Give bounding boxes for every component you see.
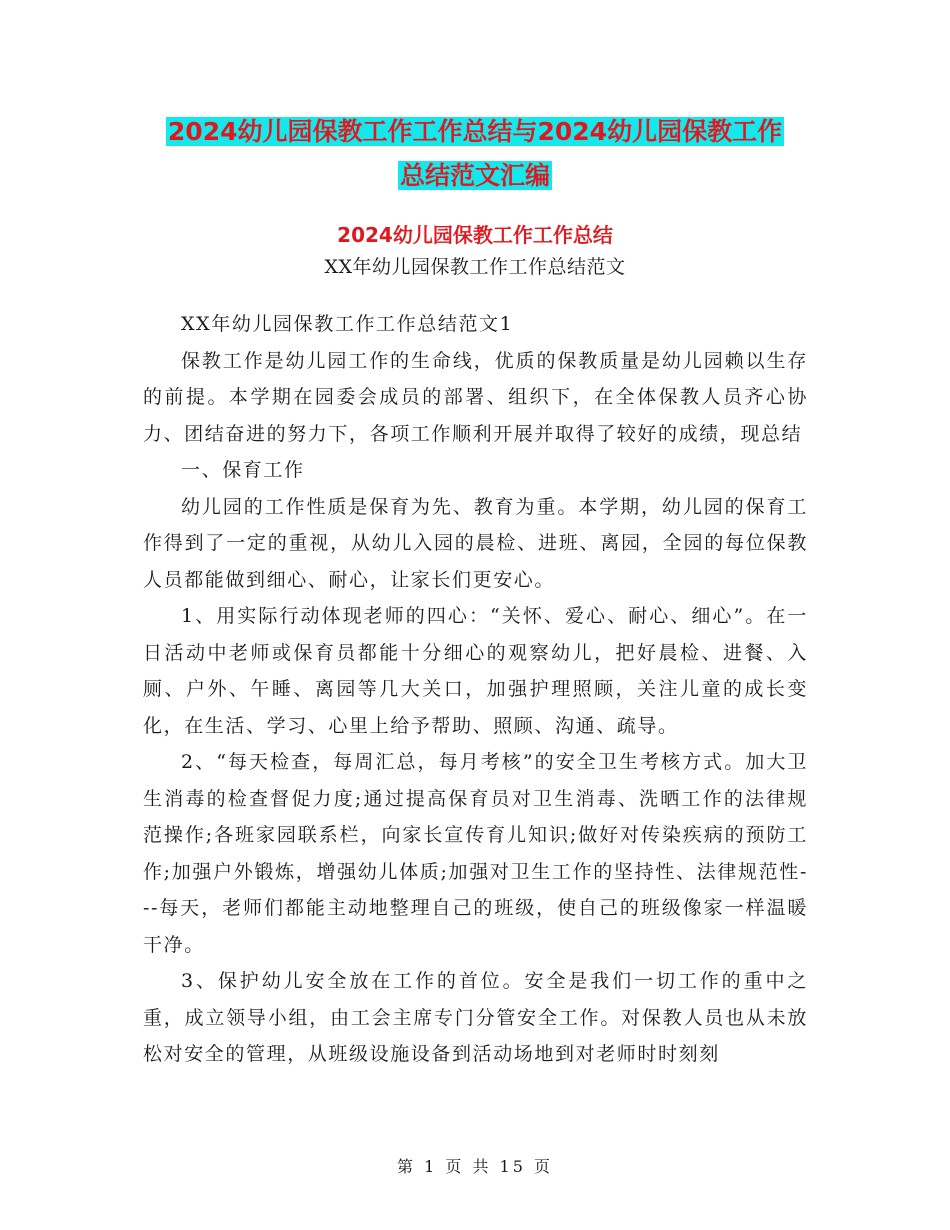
document-body xyxy=(143,306,808,1073)
paragraph: 2、“每天检查，每周汇总，每月考核”的安全卫生考核方式。加大卫生消毒的检查督促力度;通过提高保育员对卫生消毒、洗晒工作的法律规范操作;各班家园联系栏，向家长宣传育儿知识;做好对传染疾病的预防工作;加强户外锻炼，增强幼儿体质;加强对卫生工作的坚持性、法律规范性---每天，老师们都能主动地整理自己的班级，使自己的班级像家一样温暖干净。 xyxy=(143,751,808,956)
document-title-line-2: 总结范文汇编 xyxy=(399,161,550,190)
paragraph: 3、保护幼儿安全放在工作的首位。安全是我们一切工作的重中之重，成立领导小组，由工会主席专门分管安全工作。对保教人员也从未放松对安全的管理，从班级设施设备到活动场地到对老师时时刻刻 xyxy=(143,970,808,1065)
paragraph: XX年幼儿园保教工作工作总结范文1 xyxy=(181,313,514,335)
page-footer: 第 1 页 共 15 页 xyxy=(397,1157,553,1176)
paragraph: 保教工作是幼儿园工作的生命线，优质的保教质量是幼儿园赖以生存的前提。本学期在园委会成员的部署、组织下，在全体保教人员齐心协力、团结奋进的努力下，各项工作顺利开展并取得了较好的成绩，现总结 xyxy=(143,349,808,445)
paragraph: 幼儿园的工作性质是保育为先、教育为重。本学期，幼儿园的保育工作得到了一定的重视，从幼儿入园的晨检、进班、离园，全园的每位保教人员都能做到细心、耐心，让家长们更安心。 xyxy=(143,495,808,591)
section-title: 2024幼儿园保教工作工作总结 xyxy=(337,223,613,247)
paragraph: 1、用实际行动体现老师的四心：“关怀、爱心、耐心、细心”。在一日活动中老师或保育员都能十分细心的观察幼儿，把好晨检、进餐、入厕、户外、午睡、离园等几大关口，加强护理照顾，关注儿童的成长变化，在生活、学习、心里上给予帮助、照顾、沟通、疏导。 xyxy=(143,605,808,737)
paragraph-heading: 一、保育工作 xyxy=(181,459,305,481)
document-title-line-1: 2024幼儿园保教工作工作总结与2024幼儿园保教工作 xyxy=(167,117,783,146)
section-subtitle: XX年幼儿园保教工作工作总结范文 xyxy=(324,256,626,278)
